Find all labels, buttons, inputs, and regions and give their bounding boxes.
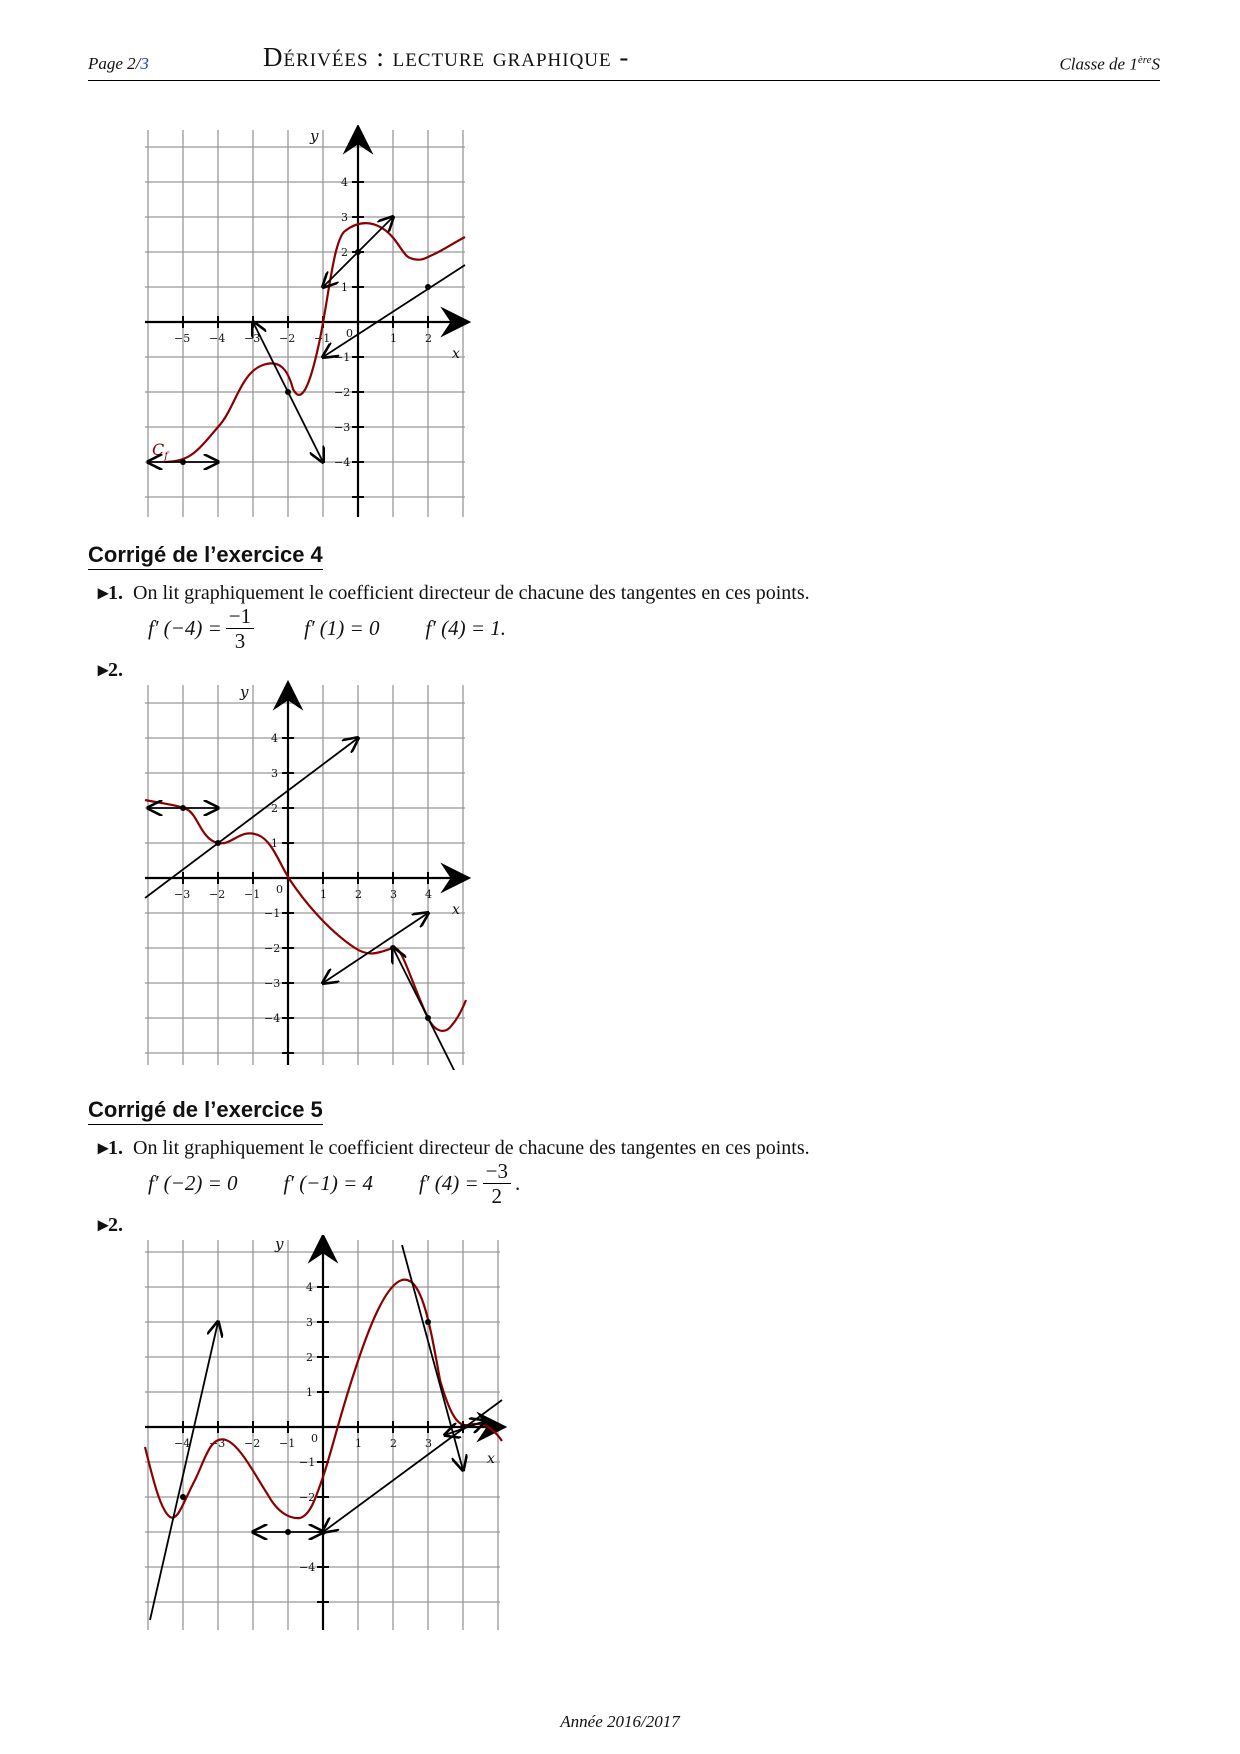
y-axis-label: y — [275, 1235, 284, 1253]
x-tick-label: −1 — [279, 1437, 296, 1450]
ex4-item2: ▸2. — [98, 659, 124, 681]
y-tick-label: −4 — [264, 1012, 281, 1025]
x-tick-label: 3 — [390, 888, 397, 901]
graph-2 — [140, 680, 480, 1070]
y-tick-label: −2 — [334, 386, 351, 399]
origin-label: 0 — [276, 883, 283, 896]
curve-label: $C_f$ — [152, 440, 168, 462]
x-tick-label: −1 — [244, 888, 261, 901]
y-tick-label: 4 — [306, 1281, 313, 1294]
y-axis-label: y — [240, 683, 249, 701]
y-tick-label: −2 — [264, 942, 281, 955]
y-tick-label: −1 — [264, 907, 281, 920]
tangent-point — [180, 1494, 186, 1500]
ex4-title: Corrigé de l’exercice 4 — [88, 542, 323, 570]
y-tick-label: 2 — [271, 802, 278, 815]
x-axis-label: x — [452, 346, 460, 362]
x-tick-label: 3 — [425, 1437, 432, 1450]
document-title: Dérivées : lecture graphique - — [263, 42, 630, 72]
footer-year: Année 2016/2017 — [560, 1712, 680, 1731]
y-tick-label: 3 — [306, 1316, 313, 1329]
tangent-line — [145, 738, 358, 898]
page-number: Page 2/3 — [88, 54, 149, 73]
y-tick-label: 1 — [271, 837, 278, 850]
x-tick-label: −2 — [244, 1437, 261, 1450]
x-tick-label: −3 — [244, 332, 261, 345]
y-tick-label: 1 — [341, 281, 348, 294]
x-tick-label: −3 — [174, 888, 191, 901]
x-tick-label: 2 — [390, 1437, 397, 1450]
y-tick-label: −1 — [334, 351, 351, 364]
ex4-item1: ▸1. On lit graphiquement le coefficient directeur de chacune des tangentes en ces points. — [98, 582, 810, 604]
grid — [145, 685, 465, 1065]
ex5-formulas: f′ (−2) = 0 f′ (−1) = 4 f′ (4) = $\frac{-3}{2}$ . — [148, 1159, 521, 1208]
x-tick-label: −3 — [209, 1437, 226, 1450]
ex4-formulas: f′ (−4) = $\frac{-1}{3}$ f′ (1) = 0 f′ (4) = 1. — [148, 604, 507, 653]
tangent-point — [320, 1529, 326, 1535]
tangent-point — [215, 840, 221, 846]
y-axis-label: y — [310, 127, 319, 145]
tangent-point — [425, 1319, 431, 1325]
tangent-point — [390, 945, 396, 951]
x-tick-label: −4 — [174, 1437, 191, 1450]
tangent-line — [323, 1400, 502, 1532]
y-tick-label: −1 — [299, 1456, 316, 1469]
origin-label: 0 — [346, 327, 353, 340]
y-tick-label: −3 — [334, 421, 351, 434]
y-tick-label: 3 — [341, 211, 348, 224]
page-header — [88, 44, 1160, 81]
y-tick-label: −3 — [264, 977, 281, 990]
tangent-point — [425, 1015, 431, 1021]
y-tick-label: 2 — [306, 1351, 313, 1364]
x-tick-label: −2 — [279, 332, 296, 345]
tangent-point — [180, 459, 186, 465]
x-axis-label: x — [452, 902, 460, 918]
tangent-point — [460, 1424, 466, 1430]
ex5-item1: ▸1. On lit graphiquement le coefficient directeur de chacune des tangentes en ces points. — [98, 1137, 810, 1159]
tangent-point — [355, 249, 361, 255]
graph-1 — [140, 125, 480, 520]
x-tick-label: 2 — [425, 332, 432, 345]
x-tick-label: −4 — [209, 332, 226, 345]
graph-3 — [140, 1235, 510, 1635]
x-tick-label: 2 — [355, 888, 362, 901]
y-tick-label: −2 — [299, 1491, 316, 1504]
ex5-title: Corrigé de l’exercice 5 — [88, 1097, 323, 1125]
x-axis-label: x — [487, 1451, 495, 1467]
y-tick-label: 2 — [341, 246, 348, 259]
tangent-point — [180, 805, 186, 811]
y-tick-label: 3 — [271, 767, 278, 780]
fraction: $\frac{-3}{2}$ — [483, 1159, 511, 1208]
y-tick-label: −4 — [334, 456, 351, 469]
tangent-line — [393, 948, 455, 1070]
page-total-link[interactable]: 3 — [140, 54, 149, 73]
origin-label: 0 — [311, 1432, 318, 1445]
tangent-point — [425, 284, 431, 290]
grid — [145, 130, 465, 517]
tangent-point — [285, 1529, 291, 1535]
x-tick-label: 1 — [355, 1437, 362, 1450]
x-tick-label: 1 — [320, 888, 327, 901]
y-tick-label: 4 — [271, 732, 278, 745]
y-tick-label: 1 — [306, 1386, 313, 1399]
fraction: $\frac{-1}{3}$ — [226, 604, 254, 653]
tangent-line — [150, 1322, 218, 1620]
tangent-point — [285, 389, 291, 395]
y-tick-label: 4 — [341, 176, 348, 189]
ex5-item2: ▸2. — [98, 1214, 124, 1236]
class-label: Classe de 1èreS — [1059, 54, 1160, 74]
x-tick-label: −5 — [174, 332, 191, 345]
x-tick-label: −1 — [314, 332, 331, 345]
x-tick-label: 1 — [390, 332, 397, 345]
y-tick-label: −4 — [299, 1561, 316, 1574]
x-tick-label: 4 — [425, 888, 432, 901]
x-tick-label: −2 — [209, 888, 226, 901]
